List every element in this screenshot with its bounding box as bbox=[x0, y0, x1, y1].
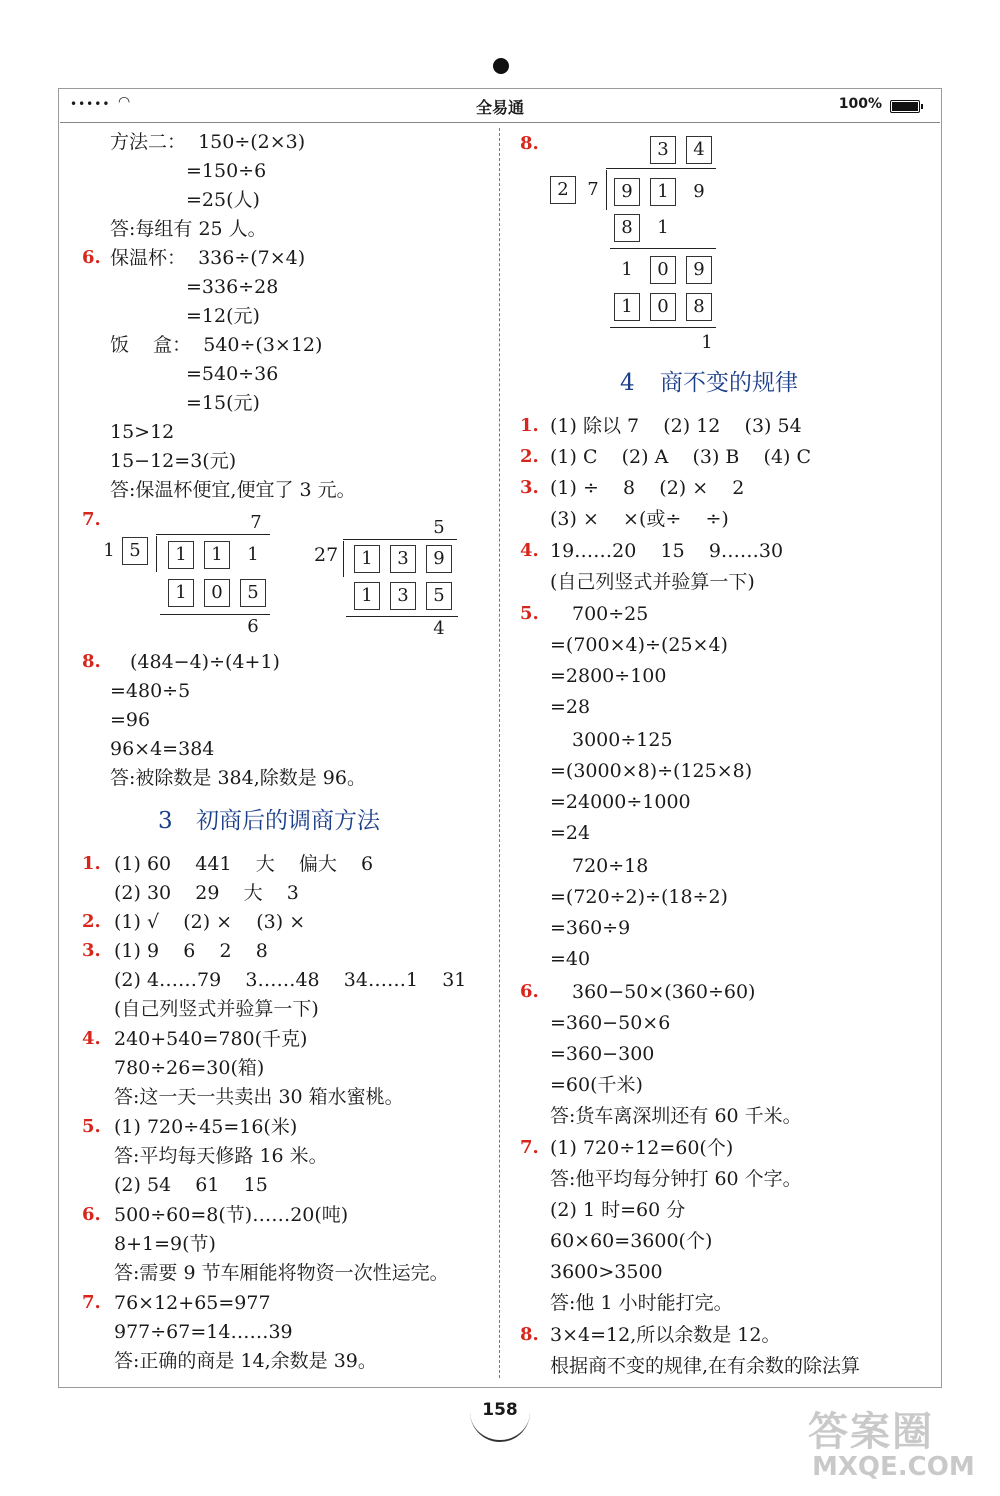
text-line: (1) 60 441 大 偏大 6 bbox=[114, 853, 374, 875]
text-line: (1) 除以 7 (2) 12 (3) 54 bbox=[550, 415, 802, 437]
divisor-box: 5 bbox=[122, 537, 148, 565]
text-line: =360−50×6 bbox=[550, 1012, 671, 1034]
text-line: =15(元) bbox=[186, 392, 260, 414]
text-line: =40 bbox=[550, 948, 591, 970]
text-line: 答:货车离深圳还有 60 千米。 bbox=[550, 1105, 802, 1127]
remainder-digit: 1 bbox=[621, 259, 633, 280]
text-line: 977÷67=14……39 bbox=[114, 1321, 293, 1343]
section-number: 3 bbox=[158, 808, 173, 834]
text-line: 60×60=3600(个) bbox=[550, 1230, 713, 1252]
text-line: =(700×4)÷(25×4) bbox=[550, 634, 728, 656]
question-number: 6. bbox=[82, 247, 101, 268]
column-divider bbox=[499, 128, 500, 1378]
dividend-digit: 9 bbox=[693, 181, 705, 202]
dividend-box: 9 bbox=[426, 545, 452, 573]
divisor-value: 27 bbox=[314, 544, 339, 566]
question-number: 6. bbox=[82, 1204, 101, 1225]
text-line: (自己列竖式并验算一下) bbox=[550, 571, 755, 593]
text-line: 答:保温杯便宜,便宜了 3 元。 bbox=[110, 479, 356, 501]
dividend-box: 1 bbox=[354, 545, 380, 573]
product-digit: 1 bbox=[657, 217, 669, 238]
text-line: 答:每组有 25 人。 bbox=[110, 218, 267, 240]
text-line: 答:平均每天修路 16 米。 bbox=[114, 1145, 328, 1167]
text-line: (2) 54 61 15 bbox=[114, 1174, 268, 1196]
question-number: 8. bbox=[520, 1324, 539, 1345]
question-number: 2. bbox=[520, 446, 539, 467]
remainder-box: 0 bbox=[650, 256, 676, 284]
text-line: (1) ÷ 8 (2) × 2 bbox=[550, 477, 745, 499]
text-line: 答:正确的商是 14,余数是 39。 bbox=[114, 1350, 377, 1372]
question-number: 4. bbox=[82, 1028, 101, 1049]
text-line: 96×4=384 bbox=[110, 738, 215, 760]
text-line: 答:被除数是 384,除数是 96。 bbox=[110, 767, 366, 789]
section-number: 4 bbox=[620, 370, 635, 396]
product-box: 1 bbox=[168, 579, 194, 607]
text-line: 360−50×(360÷60) bbox=[572, 981, 756, 1003]
text-line: =480÷5 bbox=[110, 680, 191, 702]
division-bar bbox=[606, 168, 716, 169]
text-line: (2) 4……79 3……48 34……1 31 bbox=[114, 969, 467, 991]
text-line: 答:他 1 小时能打完。 bbox=[550, 1292, 733, 1314]
text-line: 76×12+65=977 bbox=[114, 1292, 271, 1314]
text-line: 500÷60=8(节)……20(吨) bbox=[114, 1204, 349, 1226]
product-box: 1 bbox=[354, 582, 380, 610]
question-number: 7. bbox=[82, 1292, 101, 1313]
text-line: (1) √ (2) × (3) × bbox=[114, 911, 306, 933]
dividend-box: 1 bbox=[204, 541, 230, 569]
quotient-digit: 5 bbox=[433, 517, 445, 538]
dividend-box: 1 bbox=[650, 178, 676, 206]
question-number: 5. bbox=[82, 1116, 101, 1137]
page-number: 158 bbox=[482, 1400, 518, 1420]
product-box: 0 bbox=[204, 579, 230, 607]
text-line: (1) C (2) A (3) B (4) C bbox=[550, 446, 812, 468]
text-line: (自己列竖式并验算一下) bbox=[114, 998, 319, 1020]
text-line: =360−300 bbox=[550, 1043, 655, 1065]
subtraction-bar bbox=[610, 327, 716, 328]
text-line: 8+1=9(节) bbox=[114, 1233, 216, 1255]
text-line: 答:需要 9 节车厢能将物资一次性运完。 bbox=[114, 1262, 449, 1284]
text-line: 方法二： 150÷(2×3) bbox=[110, 131, 306, 153]
text-line: 700÷25 bbox=[572, 603, 649, 625]
text-line: (2) 1 时=60 分 bbox=[550, 1199, 686, 1221]
quotient-digit: 7 bbox=[250, 512, 262, 533]
question-number: 8. bbox=[520, 133, 539, 154]
wifi-icon: ◠ bbox=[118, 94, 131, 110]
section-title: 商不变的规律 bbox=[660, 370, 798, 396]
question-number: 5. bbox=[520, 603, 539, 624]
division-bracket bbox=[606, 170, 607, 210]
text-line: =12(元) bbox=[186, 305, 260, 327]
product-box: 5 bbox=[426, 582, 452, 610]
watermark-url: MXQE.COM bbox=[812, 1452, 975, 1482]
text-line: 饭 盒： 540÷(3×12) bbox=[110, 334, 323, 356]
status-bar bbox=[62, 94, 938, 120]
text-line: =360÷9 bbox=[550, 917, 631, 939]
text-line: (3) × ×(或÷ ÷) bbox=[550, 508, 729, 530]
text-line: 19……20 15 9……30 bbox=[550, 540, 784, 562]
divisor-box: 2 bbox=[550, 176, 576, 204]
text-line: =(720÷2)÷(18÷2) bbox=[550, 886, 728, 908]
product-box: 8 bbox=[614, 214, 640, 242]
text-line: =96 bbox=[110, 709, 151, 731]
remainder-box: 9 bbox=[686, 256, 712, 284]
text-line: 720÷18 bbox=[572, 855, 649, 877]
text-line: 15−12=3(元) bbox=[110, 450, 237, 472]
section-title: 初商后的调商方法 bbox=[196, 808, 380, 834]
quotient-box: 4 bbox=[686, 136, 712, 164]
text-line: (1) 720÷45=16(米) bbox=[114, 1116, 298, 1138]
signal-icon: ••••• bbox=[70, 97, 111, 111]
question-number: 1. bbox=[520, 415, 539, 436]
product-box: 5 bbox=[240, 579, 266, 607]
text-line: =24 bbox=[550, 822, 591, 844]
text-line: 3600>3500 bbox=[550, 1261, 663, 1283]
text-line: =28 bbox=[550, 696, 591, 718]
question-number: 3. bbox=[82, 940, 101, 961]
division-bracket bbox=[156, 536, 157, 572]
text-line: =(3000×8)÷(125×8) bbox=[550, 760, 753, 782]
header-rule bbox=[60, 122, 940, 123]
question-number: 7. bbox=[82, 509, 101, 530]
text-line: =150÷6 bbox=[186, 160, 267, 182]
question-number: 2. bbox=[82, 911, 101, 932]
question-number: 4. bbox=[520, 540, 539, 561]
quotient-box: 3 bbox=[650, 136, 676, 164]
text-line: =336÷28 bbox=[186, 276, 279, 298]
text-line: 15>12 bbox=[110, 421, 175, 443]
product-box: 3 bbox=[390, 582, 416, 610]
text-line: 3×4=12,所以余数是 12。 bbox=[550, 1324, 781, 1346]
dividend-box: 9 bbox=[614, 178, 640, 206]
product-box: 8 bbox=[686, 293, 712, 321]
text-line: (2) 30 29 大 3 bbox=[114, 882, 299, 904]
camera-dot bbox=[493, 58, 509, 74]
division-bar bbox=[343, 539, 457, 540]
watermark-logo: 答案圈 bbox=[808, 1409, 934, 1455]
product-box: 0 bbox=[650, 293, 676, 321]
question-number: 1. bbox=[82, 853, 101, 874]
text-line: (1) 9 6 2 8 bbox=[114, 940, 268, 962]
question-number: 7. bbox=[520, 1137, 539, 1158]
dividend-box: 3 bbox=[390, 545, 416, 573]
text-line: =2800÷100 bbox=[550, 665, 667, 687]
question-number: 8. bbox=[82, 651, 101, 672]
text-line: 3000÷125 bbox=[572, 729, 673, 751]
subtraction-bar bbox=[610, 248, 716, 249]
division-bracket bbox=[343, 541, 344, 577]
text-line: 780÷26=30(箱) bbox=[114, 1057, 265, 1079]
text-line: 答:这一天一共卖出 30 箱水蜜桃。 bbox=[114, 1086, 404, 1108]
question-number: 3. bbox=[520, 477, 539, 498]
app-title: 全易通 bbox=[475, 98, 524, 117]
division-bar bbox=[156, 534, 270, 535]
text-line: =24000÷1000 bbox=[550, 791, 691, 813]
battery-percent: 100% bbox=[838, 96, 882, 112]
text-line: (484−4)÷(4+1) bbox=[130, 651, 280, 673]
text-line: =60(千米) bbox=[550, 1074, 643, 1096]
text-line: =540÷36 bbox=[186, 363, 279, 385]
remainder-digit: 4 bbox=[433, 618, 445, 639]
divisor-digit: 7 bbox=[587, 179, 599, 200]
question-number: 6. bbox=[520, 981, 539, 1002]
text-line: 答:他平均每分钟打 60 个字。 bbox=[550, 1168, 802, 1190]
text-line: 保温杯： 336÷(7×4) bbox=[110, 247, 306, 269]
text-line: 根据商不变的规律,在有余数的除法算 bbox=[550, 1355, 861, 1377]
divisor-digit: 1 bbox=[103, 540, 115, 561]
text-line: =25(人) bbox=[186, 189, 260, 211]
text-line: (1) 720÷12=60(个) bbox=[550, 1137, 734, 1159]
product-box: 1 bbox=[614, 293, 640, 321]
dividend-box: 1 bbox=[168, 541, 194, 569]
remainder-digit: 1 bbox=[701, 332, 713, 353]
battery-icon bbox=[890, 100, 920, 113]
remainder-digit: 6 bbox=[247, 616, 259, 637]
dividend-digit: 1 bbox=[247, 544, 259, 565]
text-line: 240+540=780(千克) bbox=[114, 1028, 308, 1050]
